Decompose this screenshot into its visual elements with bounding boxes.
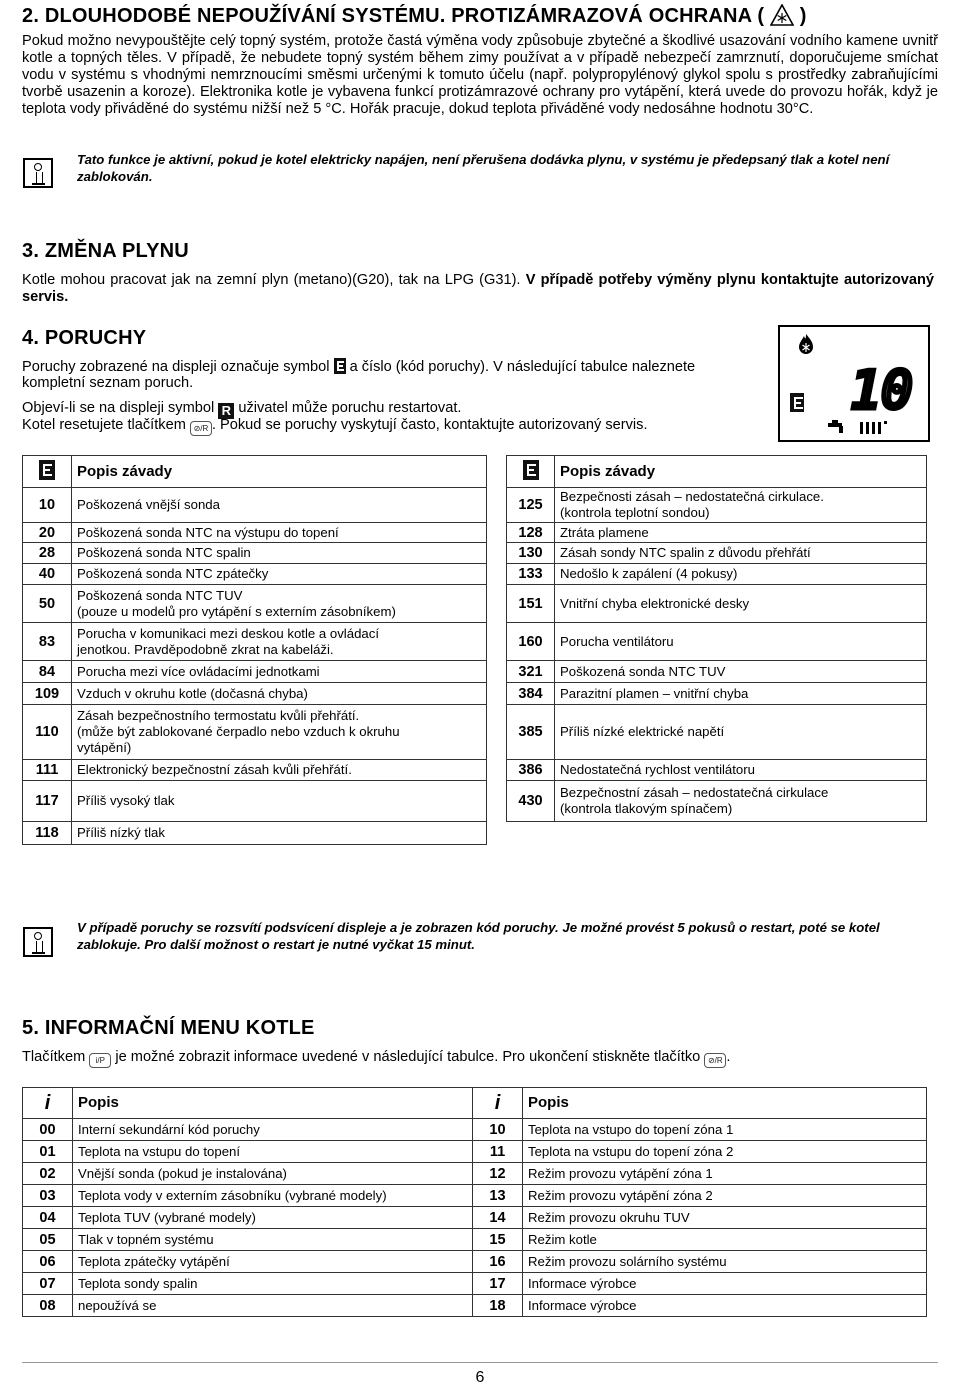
fault-code: 386	[507, 760, 555, 781]
info-description	[73, 1229, 473, 1251]
info-row	[23, 1163, 927, 1185]
column-gap	[487, 661, 507, 683]
radiator-level-icon	[860, 419, 892, 440]
column-gap	[487, 488, 507, 523]
frost-warning-icon	[770, 4, 794, 32]
info-symbol-header: i	[473, 1088, 523, 1119]
fault-code: 28	[23, 543, 72, 564]
fault-description	[72, 523, 487, 543]
empty-cell	[507, 822, 555, 845]
fault-code: 430	[507, 781, 555, 822]
fault-description	[555, 623, 927, 661]
fault-description	[72, 760, 487, 781]
reset-symbol-icon: R	[218, 403, 234, 419]
column-gap	[487, 585, 507, 623]
fault-description-line: (kontrola teplotní sondou)	[560, 505, 710, 520]
column-gap	[487, 760, 507, 781]
info-description	[73, 1273, 473, 1295]
fault-code: 109	[23, 683, 72, 705]
fault-description	[555, 661, 927, 683]
display-digits	[850, 363, 916, 413]
section-3-title: 3. ZMĚNA PLYNU	[22, 240, 189, 262]
info-description	[73, 1295, 473, 1317]
fault-description	[555, 760, 927, 781]
column-gap	[487, 822, 507, 845]
info-description-line: Teplota na vstupo do topení zóna 1	[528, 1121, 734, 1137]
fault-description-line: Vzduch v okruhu kotle (dočasná chyba)	[77, 685, 308, 701]
column-gap	[487, 623, 507, 661]
fault-description-line: Příliš nízký tlak	[77, 825, 165, 840]
fault-description	[555, 523, 927, 543]
info-code: 12	[473, 1163, 523, 1185]
info-description-line: nepoužívá se	[78, 1297, 157, 1313]
fault-code: 110	[23, 705, 72, 760]
fault-row	[23, 760, 927, 781]
info-description	[73, 1141, 473, 1163]
section-4-line-1	[22, 358, 772, 376]
info-description	[523, 1251, 927, 1273]
fault-code: 384	[507, 683, 555, 705]
fault-code: 125	[507, 488, 555, 523]
info-header-label: Popis	[523, 1088, 927, 1119]
info-code: 10	[473, 1119, 523, 1141]
info-description	[523, 1163, 927, 1185]
fault-description	[555, 781, 927, 822]
fault-description	[72, 564, 487, 585]
error-column-icon	[23, 456, 72, 488]
info-description	[523, 1229, 927, 1251]
fault-table	[22, 455, 927, 845]
fault-code: 83	[23, 623, 72, 661]
info-row	[23, 1185, 927, 1207]
error-symbol-icon	[334, 358, 346, 374]
info-description	[73, 1251, 473, 1273]
line4-text-b: . Pokud se poruchy vyskytují často, kontaktujte autorizovaný servis.	[211, 417, 648, 433]
fault-code: 117	[23, 781, 72, 822]
fault-description-line: Bezpečnosti zásah – nedostatečná cirkulace.	[560, 489, 824, 504]
info-description-line: Teplota TUV (vybrané modely)	[78, 1209, 256, 1225]
info-code: 06	[23, 1251, 73, 1273]
section-3-paragraph	[22, 272, 934, 306]
fault-description-line: Poškozená sonda NTC TUV	[77, 587, 243, 603]
section-3-text-a: Kotle mohou pracovat jak na zemní plyn (metano)(G20), tak na LPG (G31).	[22, 272, 521, 288]
fault-row	[23, 683, 927, 705]
info-row	[23, 1119, 927, 1141]
frost-flame-icon	[796, 333, 816, 360]
info-description-line: Režim kotle	[528, 1231, 597, 1247]
info-description-line: Teplota na vstupu do topení	[78, 1143, 241, 1159]
fault-description-line: Ztráta plamene	[560, 524, 649, 540]
fault-code: 160	[507, 623, 555, 661]
section-3-text-b: V případě potřeby výměny plynu kontaktujte autorizovaný servis.	[22, 272, 934, 305]
info-row	[23, 1273, 927, 1295]
fault-description-line: Bezpečnostní zásah – nedostatečná cirkulace	[560, 785, 829, 800]
info-header-label: Popis	[73, 1088, 473, 1119]
fault-description-line: Porucha v komunikaci mezi deskou kotle a ovládací	[77, 625, 379, 641]
fault-code: 84	[23, 661, 72, 683]
section-2-title: 2. DLOUHODOBÉ NEPOUŽÍVÁNÍ SYSTÉMU. PROTIZÁMRAZOVÁ OCHRANA (	[22, 5, 765, 27]
fault-description-line: (kontrola tlakovým spínačem)	[560, 801, 733, 816]
fault-description	[555, 488, 927, 523]
error-column-icon	[507, 456, 555, 488]
fault-description-line: Poškozená vnější sonda	[77, 497, 220, 512]
fault-description-line: jenotkou. Pravděpodobně zkrat na kabeláži.	[77, 641, 334, 657]
fault-row	[23, 523, 927, 543]
fault-code: 133	[507, 564, 555, 585]
fault-code: 385	[507, 705, 555, 760]
fault-row	[23, 564, 927, 585]
section-4-line-4	[22, 417, 648, 436]
info-row	[23, 1295, 927, 1317]
info-code: 14	[473, 1207, 523, 1229]
fault-description	[555, 683, 927, 705]
fault-description	[72, 822, 487, 845]
info-button-icon: i/P	[89, 1053, 111, 1068]
info-description	[523, 1119, 927, 1141]
fault-description-line: Příliš vysoký tlak	[77, 793, 175, 808]
info-description	[523, 1141, 927, 1163]
line3-text-b: uživatel může poruchu restartovat.	[238, 400, 462, 416]
line3-text-a: Objeví-li se na displeji symbol	[22, 400, 215, 416]
fault-description	[555, 564, 927, 585]
fault-description	[555, 543, 927, 564]
info-symbol-header: i	[23, 1088, 73, 1119]
section-5-text-b: je možné zobrazit informace uvedené v následující tabulce. Pro ukončení stiskněte tlačítko	[115, 1049, 701, 1065]
info-code: 03	[23, 1185, 73, 1207]
info-icon-2	[23, 927, 53, 957]
fault-table-header	[23, 456, 927, 488]
column-gap	[487, 543, 507, 564]
fault-description	[72, 781, 487, 822]
fault-code: 128	[507, 523, 555, 543]
fault-code: 130	[507, 543, 555, 564]
fault-row	[23, 705, 927, 760]
info-code: 01	[23, 1141, 73, 1163]
fault-description-line: Nedostatečná rychlost ventilátoru	[560, 762, 755, 777]
info-code: 07	[23, 1273, 73, 1295]
info-row	[23, 1207, 927, 1229]
fault-description-line: (pouze u modelů pro vytápění s externím zásobníkem)	[77, 603, 396, 619]
info-description-line: Vnější sonda (pokud je instalována)	[78, 1165, 287, 1181]
fault-code: 111	[23, 760, 72, 781]
tap-icon	[826, 419, 846, 440]
fault-description	[72, 661, 487, 683]
fault-header-label: Popis závady	[72, 456, 487, 488]
fault-description-line: Poškozená sonda NTC TUV	[560, 663, 726, 679]
info-code: 04	[23, 1207, 73, 1229]
section-2-paragraph: Pokud možno nevypouštějte celý topný systém, protože častá výměna vody způsobuje zbytečné a škodlivé usazování vodního kamene uvnitř kotle a topných těles. V případě, že nebudete topný systém během zimy používat a v případě nebezpečí zamrznutí, doporučujeme smíchat vodu v systému s vhodnými nemrznoucími směsmi určenými k tomuto účelu (např. polypropylénový glykol spolu s prostředky zabraňujícími tvorbě usazenin a koroze). Elektronika kotle je vybavena funkcí protizámrazové ochrany pro vytápění, která uvede do provozu hořák, když je teplota vody přiváděné do systému nižší než 5 °C. Hořák pracuje, dokud teplota přiváděné vody nedosáhne hodnotu 30°C.	[22, 33, 938, 117]
info-code: 11	[473, 1141, 523, 1163]
line4-text-a: Kotel resetujete tlačítkem	[22, 417, 186, 433]
fault-description-line: Zásah sondy NTC spalin z důvodu přehřátí	[560, 545, 811, 560]
section-4-title: 4. PORUCHY	[22, 327, 147, 349]
fault-description-line: Vnitřní chyba elektronické desky	[560, 595, 750, 611]
fault-description	[72, 705, 487, 760]
fault-row	[23, 822, 927, 845]
fault-description-line: Poškozená sonda NTC zpátečky	[77, 566, 269, 581]
info-code: 18	[473, 1295, 523, 1317]
reset-button-icon: ⊘/R	[190, 421, 212, 436]
info-code: 05	[23, 1229, 73, 1251]
info-code: 00	[23, 1119, 73, 1141]
footer-divider	[22, 1362, 938, 1363]
fault-description-line: vytápění)	[77, 740, 132, 755]
section-2-title-end: )	[799, 5, 807, 27]
fault-code: 10	[23, 488, 72, 523]
fault-description-line: Zásah bezpečnostního termostatu kvůli přehřátí.	[77, 708, 360, 723]
info-description	[523, 1207, 927, 1229]
fault-code: 40	[23, 564, 72, 585]
column-gap	[487, 564, 507, 585]
fault-code: 118	[23, 822, 72, 845]
fault-description-line: Parazitní plamen – vnitřní chyba	[560, 685, 749, 701]
info-code: 13	[473, 1185, 523, 1207]
display-value: 10	[850, 363, 913, 413]
info-menu-table	[22, 1087, 927, 1317]
fault-description	[72, 585, 487, 623]
info-code: 16	[473, 1251, 523, 1273]
fault-description-line: Porucha mezi více ovládacími jednotkami	[77, 663, 320, 679]
fault-row	[23, 661, 927, 683]
boiler-display-panel	[778, 325, 930, 442]
info-code: 02	[23, 1163, 73, 1185]
section-2-heading	[22, 4, 922, 32]
info-description-line: Teplota sondy spalin	[78, 1275, 198, 1291]
fault-code: 50	[23, 585, 72, 623]
info-description	[523, 1185, 927, 1207]
fault-description-line: Poškozená sonda NTC spalin	[77, 545, 251, 560]
info-row	[23, 1251, 927, 1273]
line1-text-b: a číslo (kód poruchy). V následující tabulce naleznete	[349, 359, 696, 375]
info-description-line: Interní sekundární kód poruchy	[78, 1121, 260, 1137]
info-code: 15	[473, 1229, 523, 1251]
fault-header-label: Popis závady	[555, 456, 927, 488]
fault-description	[72, 623, 487, 661]
section-4-line-2: kompletní seznam poruch.	[22, 375, 194, 391]
info-description	[73, 1163, 473, 1185]
fault-description	[555, 585, 927, 623]
info-description-line: Teplota na vstupu do topení zóna 2	[528, 1143, 734, 1159]
info-description-line: Informace výrobce	[528, 1275, 637, 1291]
column-gap	[487, 683, 507, 705]
page-number: 6	[475, 1369, 485, 1386]
info-description-line: Režim provozu okruhu TUV	[528, 1209, 690, 1225]
section-5-title: 5. INFORMAČNÍ MENU KOTLE	[22, 1017, 315, 1039]
info-table-header	[23, 1088, 927, 1119]
fault-row	[23, 585, 927, 623]
info-code: 08	[23, 1295, 73, 1317]
fault-description-line: Elektronický bezpečnostní zásah kvůli přehřátí.	[77, 762, 352, 777]
info-description-line: Režim provozu vytápění zóna 2	[528, 1187, 713, 1203]
column-gap	[487, 523, 507, 543]
fault-description-line: Poškozená sonda NTC na výstupu do topení	[77, 524, 339, 540]
info-icon	[23, 158, 53, 188]
info-description-line: Informace výrobce	[528, 1297, 637, 1313]
column-gap	[487, 781, 507, 822]
info-description-line: Režim provozu solárního systému	[528, 1253, 727, 1269]
info-description	[523, 1295, 927, 1317]
fault-row	[23, 623, 927, 661]
fault-row	[23, 543, 927, 564]
fault-description	[72, 683, 487, 705]
section-5-text-a: Tlačítkem	[22, 1049, 86, 1065]
info-code: 17	[473, 1273, 523, 1295]
section-4-note: V případě poruchy se rozsvítí podsvícení displeje a je zobrazen kód poruchy. Je možné provést 5 pokusů o restart, poté se kotel zablokuje. Pro další možnost o restart je nutné vyčkat 15 minut.	[77, 920, 880, 952]
section-2-note: Tato funkce je aktivní, pokud je kotel elektricky napájen, není přerušena dodávka plynu, v systému je předepsaný tlak a kotel není zablokován.	[77, 152, 890, 184]
empty-cell	[555, 822, 927, 845]
info-description	[73, 1185, 473, 1207]
fault-row	[23, 781, 927, 822]
fault-code: 151	[507, 585, 555, 623]
info-description	[73, 1207, 473, 1229]
fault-description-line: Příliš nízké elektrické napětí	[560, 724, 725, 739]
section-5-paragraph	[22, 1049, 934, 1068]
info-description-line: Teplota zpátečky vytápění	[78, 1253, 230, 1269]
info-description	[73, 1119, 473, 1141]
fault-description	[72, 543, 487, 564]
info-row	[23, 1141, 927, 1163]
fault-description-line: Porucha ventilátoru	[560, 633, 674, 649]
display-error-icon	[790, 393, 804, 417]
section-5-text-c: .	[726, 1049, 731, 1065]
info-description	[523, 1273, 927, 1295]
fault-description	[555, 705, 927, 760]
info-description-line: Režim provozu vytápění zóna 1	[528, 1165, 713, 1181]
fault-code: 20	[23, 523, 72, 543]
info-row	[23, 1229, 927, 1251]
column-gap	[487, 456, 507, 488]
info-description-line: Teplota vody v externím zásobníku (vybrané modely)	[78, 1187, 387, 1203]
info-description-line: Tlak v topném systému	[78, 1231, 214, 1247]
fault-code: 321	[507, 661, 555, 683]
fault-row	[23, 488, 927, 523]
line1-text-a: Poruchy zobrazené na displeji označuje symbol	[22, 359, 330, 375]
exit-button-icon: ⊘/R	[704, 1053, 726, 1068]
fault-description-line: (může být zablokované čerpadlo nebo vzduch k okruhu	[77, 724, 400, 739]
fault-description	[72, 488, 487, 523]
fault-description-line: Nedošlo k zapálení (4 pokusy)	[560, 566, 738, 581]
column-gap	[487, 705, 507, 760]
